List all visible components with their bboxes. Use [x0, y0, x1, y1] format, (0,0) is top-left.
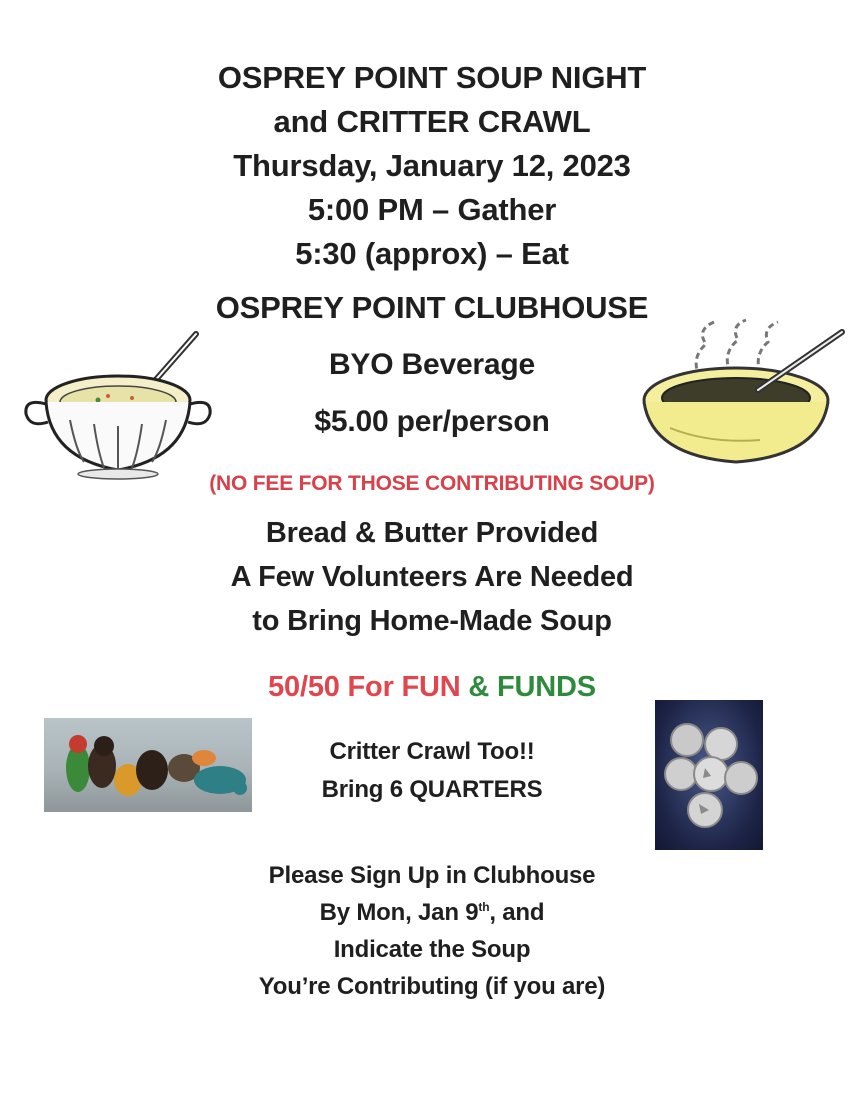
critter-line-1: Critter Crawl Too!! [329, 738, 535, 765]
soup-bowl-icon [630, 318, 852, 468]
signup-line-2 [0, 899, 864, 927]
venue: OSPREY POINT CLUBHOUSE [215, 290, 649, 325]
critter-line-2: Bring 6 QUARTERS [321, 776, 543, 803]
fifty-funds-text: & FUNDS [468, 671, 596, 703]
event-date: Thursday, January 12, 2023 [233, 148, 631, 183]
signup-date-suffix: th [478, 900, 490, 914]
soup-pot-icon [20, 322, 216, 482]
signup-and-text: , and [489, 899, 545, 926]
details-line-3: to Bring Home-Made Soup [252, 605, 612, 637]
price: $5.00 per/person [314, 405, 550, 438]
eat-time: 5:30 (approx) – Eat [295, 236, 569, 271]
signup-line-4: You’re Contributing (if you are) [258, 973, 606, 1000]
title-line-1: OSPREY POINT SOUP NIGHT [217, 60, 647, 95]
signup-line-1: Please Sign Up in Clubhouse [268, 862, 596, 889]
fifty-fun-text: 50/50 For FUN [268, 671, 469, 703]
gather-time: 5:00 PM – Gather [307, 192, 557, 227]
details-line-2: A Few Volunteers Are Needed [230, 561, 634, 593]
quarters-photo [655, 700, 763, 850]
signup-line-3: Indicate the Soup [333, 936, 531, 963]
critter-toys-photo [44, 718, 252, 812]
beverage-note: BYO Beverage [328, 348, 536, 381]
signup-date-text: By Mon, Jan 9 [319, 899, 479, 926]
details-line-1: Bread & Butter Provided [265, 517, 599, 549]
title-line-2: and CRITTER CRAWL [273, 104, 591, 139]
fee-note: (NO FEE FOR THOSE CONTRIBUTING SOUP) [209, 472, 655, 495]
